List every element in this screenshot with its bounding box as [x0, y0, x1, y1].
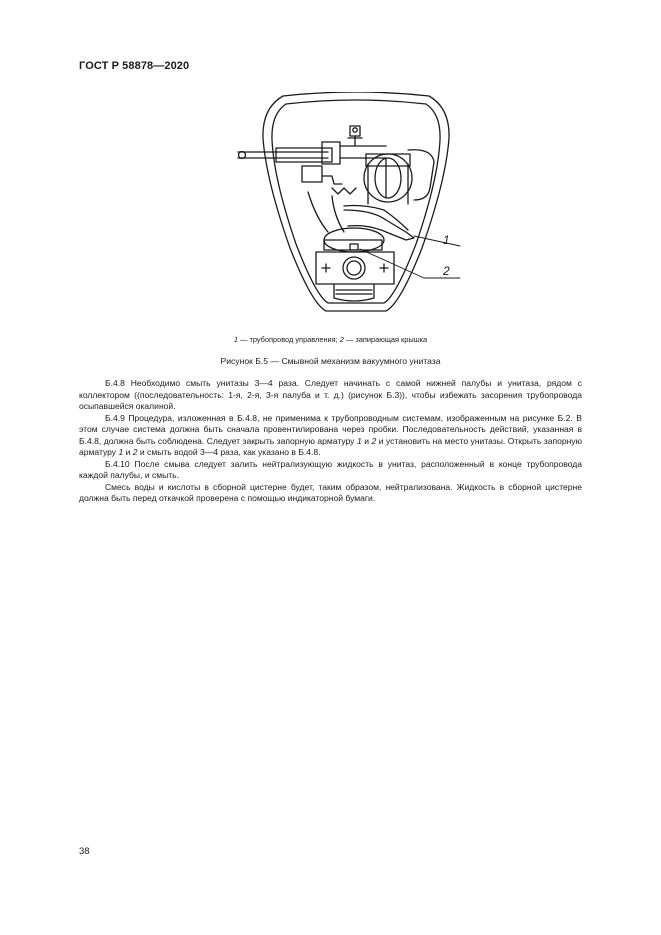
toilet-bowl-outer [263, 92, 449, 311]
flush-mechanism-drawing [236, 92, 476, 320]
top-valve-knob [348, 126, 362, 146]
paragraph-b-4-9: Б.4.9 Процедура, изложенная в Б.4.8, не применима к трубопроводным системам, изображенным на рисунке Б.2. В этом случае система должна быть сначала провентилирована через пробки. Последовательность действий, указанная в Б.4.8, должна быть соблюдена. Следует закрыть запорную арматуру 1 и 2 и установить на место унитазы. Открыть запорную арматуру 1 и 2 и смыть водой 3—4 раза, как указано в Б.4.8. [79, 412, 582, 457]
body-text [79, 378, 582, 505]
callout-2: 2 [443, 264, 450, 278]
solenoid-housing [364, 150, 434, 204]
control-pipeline [238, 142, 386, 164]
valve-body [324, 228, 384, 252]
document-header: ГОСТ Р 58878—2020 [79, 60, 190, 72]
paragraph-b-4-10: Б.4.10 После смыва следует залить нейтрализующую жидкость в унитаз, расположенный в конце трубопровода каждой палубы, и смыть. [79, 458, 582, 480]
figure-legend: 1 — трубопровод управления; 2 — запирающая крышка [233, 335, 428, 344]
leader-line-2 [360, 249, 424, 278]
legend-number-1: 1 [233, 335, 238, 344]
page-number: 38 [79, 846, 90, 857]
callout-1: 1 [443, 233, 450, 247]
paragraph-neutralization: Смесь воды и кислоты в сборной цистерне будет, таким образом, нейтрализована. Жидкость в сборной цистерне должна быть перед откачкой проверена с помощью индикаторной бумаги. [79, 481, 582, 503]
figure-caption: Рисунок Б.5 — Смывной механизм вакуумного унитаза [220, 356, 441, 366]
legend-text-2: запирающая крышка [355, 335, 428, 344]
left-actuator [302, 166, 356, 194]
toilet-bowl-inner [272, 100, 440, 303]
legend-number-2: 2 [339, 335, 344, 344]
leader-line-1 [414, 236, 460, 246]
paragraph-b-4-8: Б.4.8 Необходимо смыть унитазы 3—4 раза. Следует начинать с самой нижней палубы и унитаза, рядом с коллектором ((последовательность: 1-я, 2-я, 3-я палуба и т. д.) (рисунок Б.3)), чтобы избежать засорения трубопровода осыпавшейся окалиной. [79, 378, 582, 411]
legend-text-1: трубопровод управления; [249, 335, 340, 344]
